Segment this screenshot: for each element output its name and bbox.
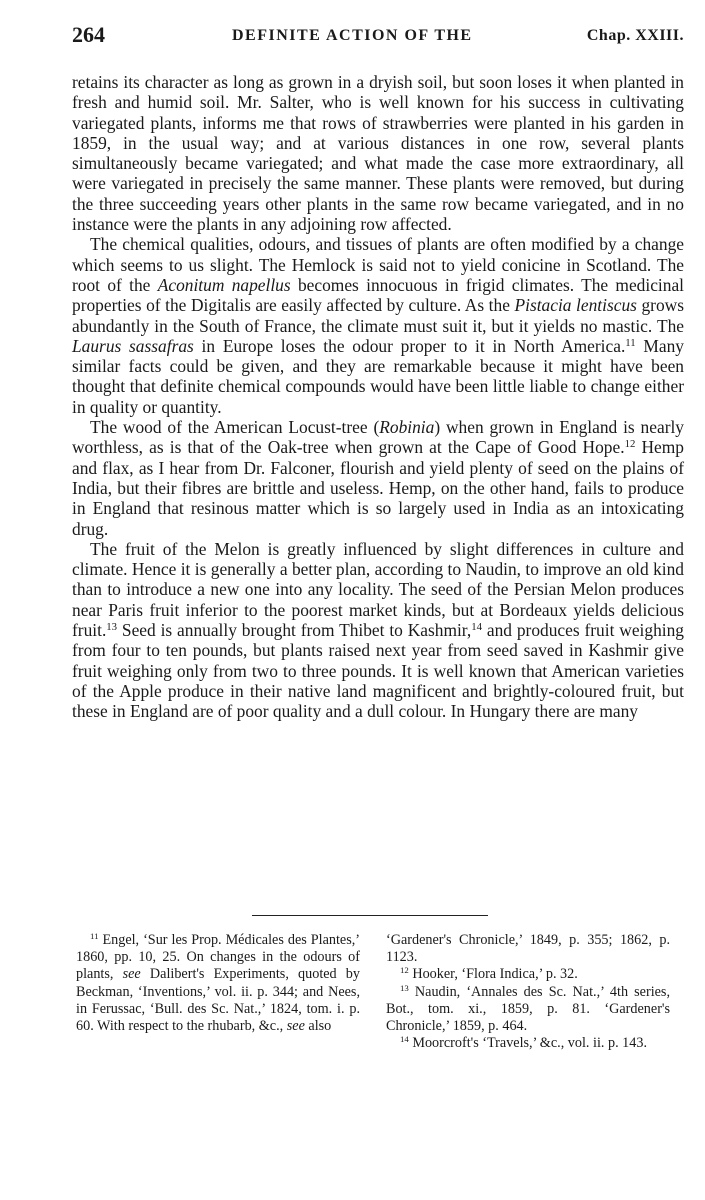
footnote-column-left [76, 932, 360, 1035]
page-number: 264 [72, 22, 105, 47]
paragraph-1: retains its character as long as grown in a dryish soil, but soon loses it when planted in fresh and humid soil. Mr. Salter, who is well known for his success in cultivating variegated plants, informs me that rows of strawberries were planted in his garden in 1859, in the usual way; and at various distances in one row, several plants simultaneously became variegated; and what made the case more extraordinary, all were variegated in precisely the same manner. These plants were removed, but during the three succeeding years other plants in the same row became variegated, and in no instance were the plants in any adjoining row affected. [72, 72, 684, 235]
footnote-ref-11: 11 [625, 336, 636, 349]
footnote-11: $^{11}$ Engel, ‘Sur les Prop. Médicales des Plantes,’ 1860, pp. 10, 25. On changes in the odours of plants, see Dalibert's Experiments, quoted by Beckman, ‘Inventions,’ vol. ii. p. 344; and Nees, in Ferussac, ‘Bull. des Sc. Nat.,’ 1824, tom. i. p. 60. With respect to the rhubarb, &c., see also [76, 931, 360, 1035]
chapter-reference: Chap. XXIII. [586, 27, 684, 44]
paragraph-4: The fruit of the Melon is greatly influenced by slight differences in culture and climate. Hence it is generally a better plan, according to Naudin, to improve an old kind than to introduce a new one into any locality. The seed of the Persian Melon produces near Paris fruit inferior to the poorest market kinds, but at Bordeaux yields delicious fruit.$^{13}$ Seed is annually brought from Thibet to Kashmir,$^{14}$ and produces fruit weighing from four to ten pounds, but plants raised next year from seed saved in Kashmir give fruit weighing only from two to three pounds. It is well known that American varieties of the Apple produce in their native land magnificent and brightly-coloured fruit, but these in England are of poor quality and a dull colour. In Hungary there are many [72, 538, 684, 722]
paragraph-2: The chemical qualities, odours, and tissues of plants are often modified by a change which seems to us slight. The Hemlock is said not to yield conicine in Scotland. The root of the Aconitum napellus becomes innocuous in frigid climates. The medicinal properties of the Digitalis are easily affected by culture. As the Pistacia lentiscus grows abundantly in the South of France, the climate must suit it, but it yields no mastic. The Laurus sassafras in Europe loses the odour proper to it in North America.$^{11}$ Many similar facts could be given, and they are remarkable because it might have been thought that definite chemical compounds would have been little liable to change either in quality or quantity. [72, 234, 684, 417]
footnotes [76, 932, 684, 1132]
footnote-ref-13: 13 [106, 621, 118, 634]
footnote-rule [252, 915, 488, 916]
footnote-13: $^{13}$ Naudin, ‘Annales des Sc. Nat.,’ 4th series, Bot., tom. xi., 1859, p. 81. ‘Gardener's Chronicle,’ 1859, p. 464. [386, 982, 670, 1035]
italic-term: Aconitum napellus [157, 274, 291, 295]
italic-term: Robinia [379, 417, 435, 438]
paragraph-3: The wood of the American Locust-tree (Robinia) when grown in England is nearly worthless, as is that of the Oak-tree when grown at the Cape of Good Hope.$^{12}$ Hemp and flax, as I hear from Dr. Falconer, flourish and yield plenty of seed on the plains of India, but their fibres are brittle and useless. Hemp, on the other hand, fails to produce in England that resinous matter which is so largely used in India as an intoxicating drug. [72, 417, 685, 539]
footnote-11-continued: ‘Gardener's Chronicle,’ 1849, p. 355; 1862, p. 1123. [386, 932, 670, 966]
italic-term: Laurus sassafras [72, 335, 194, 356]
italic-term: Pistacia lentiscus [514, 295, 637, 316]
running-title: DEFINITE ACTION OF THE [232, 27, 473, 44]
footnote-ref-14: 14 [471, 621, 483, 634]
footnote-12: $^{12}$ Hooker, ‘Flora Indica,’ p. 32. [400, 965, 578, 983]
footnote-column-right [386, 932, 670, 1052]
footnote-ref-12: 12 [624, 438, 636, 451]
body-text [72, 72, 684, 722]
footnote-14: $^{14}$ Moorcroft's ‘Travels,’ &c., vol. ii. p. 143. [400, 1034, 647, 1052]
running-head [72, 22, 684, 48]
